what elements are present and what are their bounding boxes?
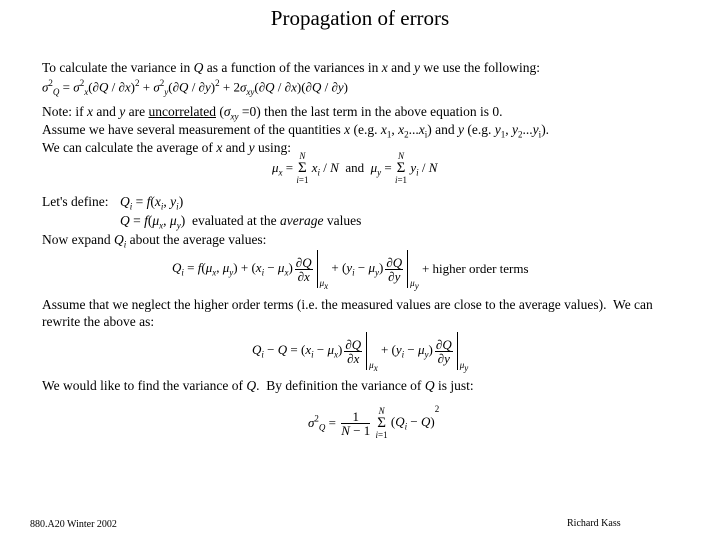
course-footer: 880.A20 Winter 2002: [30, 519, 117, 530]
page-title: Propagation of errors: [270, 6, 450, 30]
define-q: $Q = f(\mu_x$, $\mu_y$) evaluated at the average values: [120, 213, 362, 231]
linearized-formula: $Q_i - Q = (x_i - \mu_x)$ $\frac{\partial Q}{\partial x}$ $_{\mu_x} + (y_i - \mu_y)$ $\frac{\partial Q}{\partial y}$ $_{\mu_y}$: [252, 332, 468, 373]
neglect-text: Assume that we neglect the higher order terms (i.e. the measured values are close to the average values). We can: [42, 297, 653, 312]
average-formula: $\mu_x$ = N Σ i=1 $x_i$ / N and $\mu_y$ = N Σ i=1 $y_i$ / N: [272, 151, 438, 185]
definition-text: We would like to find the variance of Q. By definition the variance of Q is just:: [42, 378, 474, 393]
rewrite-text: rewrite the above as:: [42, 314, 155, 329]
define-qi: $Q_i = f(x_i$, $y_i$): [120, 194, 184, 212]
expand-text: Now expand $Q_i$ about the average values:: [42, 232, 267, 250]
variance-formula: $\sigma^2_Q = \sigma^2_x(\partial Q / \partial x)^2 + \sigma^2_y(\partial Q / \partial y)^2 + 2\sigma_{xy}(\partial Q / \partial x)(\partial Q / \partial y)$: [42, 78, 349, 97]
define-label: Let's define:: [42, 194, 109, 209]
measurement-text: Assume we have several measurement of the quantities x (e.g. $x_1$, $x_2...x_i$) and y (e.g. $y_1$, $y_2...y_i$).: [42, 122, 550, 140]
uncorrelated-note: Note: if x and y are uncorrelated $(\sigma_{xy} =0)$ then the last term in the above equation is 0.: [42, 104, 503, 122]
author-footer: Richard Kass: [567, 518, 621, 529]
average-text: We can calculate the average of x and y using:: [42, 140, 291, 155]
taylor-expansion: $Q_i = f(\mu_x$, $\mu_y) + (x_i - \mu_x)$ $\frac{\partial Q}{\partial x}$ $_{\mu_x} + (y_i - \mu_y)$ $\frac{\partial Q}{\partial y}$ $_{\mu_y}$ + higher order terms: [172, 250, 529, 291]
intro-text: To calculate the variance in Q as a function of the variances in x and y we use the following:: [42, 60, 541, 75]
variance-definition: $\sigma^2_Q$ = $\frac{1}{N - 1}$ N Σ i=1 $(Q_i - Q)^2$: [308, 404, 440, 440]
